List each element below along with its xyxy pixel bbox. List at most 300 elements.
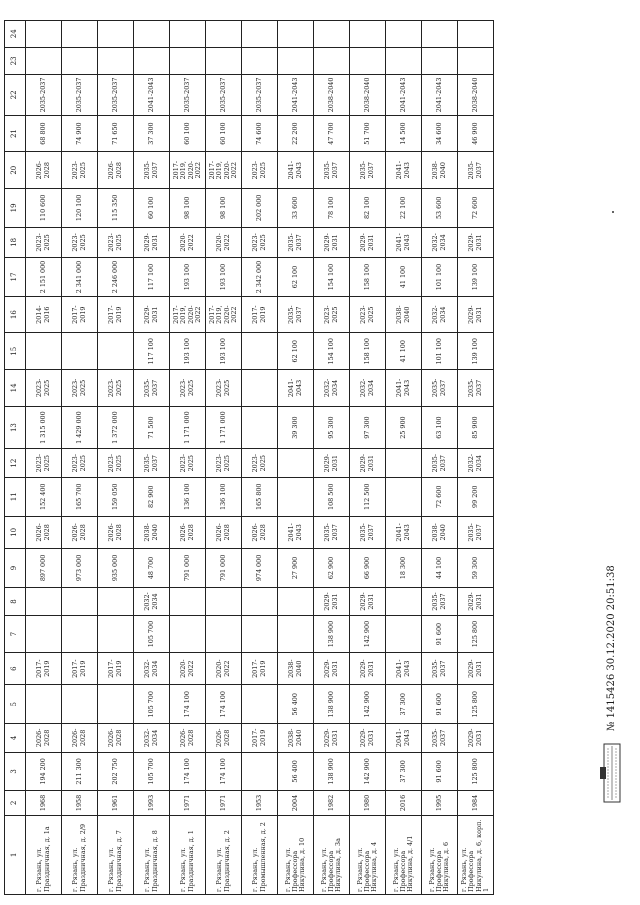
table-cell: 2038-2040 bbox=[422, 516, 458, 549]
table-cell: 2035-2037 bbox=[350, 516, 386, 549]
table-row bbox=[314, 21, 350, 895]
table-cell: 2029-2031 bbox=[134, 227, 170, 258]
table-cell: 1971 bbox=[170, 791, 206, 815]
table-cell: 71 650 bbox=[98, 115, 134, 152]
table-cell: 56 400 bbox=[278, 752, 314, 791]
table-cell: 1968 bbox=[26, 791, 62, 815]
table-cell bbox=[170, 616, 206, 653]
table-cell: 2026-2028 bbox=[26, 724, 62, 752]
table-cell: 34 600 bbox=[422, 115, 458, 152]
table-cell: 1971 bbox=[206, 791, 242, 815]
table-cell: 2032-2034 bbox=[134, 587, 170, 615]
stamp-icon bbox=[600, 743, 622, 803]
table-cell: 2026-2028 bbox=[206, 724, 242, 752]
table-cell: 2035-2037 bbox=[422, 587, 458, 615]
column-header: 7 bbox=[5, 616, 26, 653]
column-header: 22 bbox=[5, 75, 26, 116]
table-cell: 51 700 bbox=[350, 115, 386, 152]
column-header: 13 bbox=[5, 406, 26, 449]
table-cell bbox=[98, 685, 134, 724]
table-cell: 142 900 bbox=[350, 616, 386, 653]
table-cell: 2026-2028 bbox=[206, 516, 242, 549]
table-cell: 48 700 bbox=[134, 549, 170, 588]
table-cell: 2032-2034 bbox=[422, 296, 458, 333]
table-cell: 2026-2028 bbox=[98, 516, 134, 549]
table-row bbox=[242, 21, 278, 895]
table-cell bbox=[62, 616, 98, 653]
table-cell: 2023-2025 bbox=[62, 449, 98, 477]
table-cell: 2026-2028 bbox=[26, 516, 62, 549]
table-cell: 53 600 bbox=[422, 189, 458, 228]
table-cell: 2023-2025 bbox=[26, 370, 62, 407]
table-cell: 2029-2031 bbox=[350, 449, 386, 477]
column-header: 3 bbox=[5, 752, 26, 791]
table-cell: 85 900 bbox=[458, 406, 494, 449]
table-cell: 1 171 000 bbox=[206, 406, 242, 449]
address-cell: г. Рязань, ул. Праздничная, д. 2/9 bbox=[62, 815, 98, 894]
table-cell: 139 100 bbox=[458, 258, 494, 297]
table-cell: 193 100 bbox=[206, 258, 242, 297]
table-cell: 2026-2028 bbox=[62, 724, 98, 752]
table-cell: 1982 bbox=[314, 791, 350, 815]
table-cell: 2020-2022 bbox=[206, 652, 242, 685]
table-cell: 72 600 bbox=[458, 189, 494, 228]
table-cell: 158 100 bbox=[350, 258, 386, 297]
table-cell bbox=[26, 47, 62, 74]
table-cell: 2023-2025 bbox=[206, 370, 242, 407]
table-cell: 2035-2037 bbox=[278, 296, 314, 333]
table-cell bbox=[134, 47, 170, 74]
table-cell: 1 315 000 bbox=[26, 406, 62, 449]
address-cell: г. Рязань, ул. Праздничная, д. 8 bbox=[134, 815, 170, 894]
table-cell: 2032-2034 bbox=[134, 724, 170, 752]
table-row bbox=[62, 21, 98, 895]
table-cell: 2026-2028 bbox=[26, 152, 62, 189]
table-cell: 2035-2037 bbox=[170, 75, 206, 116]
table-cell bbox=[242, 752, 278, 791]
table-cell: 78 100 bbox=[314, 189, 350, 228]
table-cell bbox=[350, 21, 386, 48]
table-cell: 112 500 bbox=[350, 477, 386, 516]
signature-line: № 1415426 30.12.2020 20:51:38 bbox=[606, 565, 617, 731]
table-cell: 2035-2037 bbox=[206, 75, 242, 116]
table-cell: 897 000 bbox=[26, 549, 62, 588]
table-cell bbox=[242, 21, 278, 48]
table-cell: 108 500 bbox=[314, 477, 350, 516]
column-header: 9 bbox=[5, 549, 26, 588]
table-cell: 2017-2019 bbox=[242, 652, 278, 685]
table-cell: 2035-2037 bbox=[98, 75, 134, 116]
table-cell bbox=[386, 477, 422, 516]
table-cell: 2041-2043 bbox=[386, 724, 422, 752]
table-cell: 2017-2019 bbox=[242, 296, 278, 333]
table-cell: 27 900 bbox=[278, 549, 314, 588]
table-cell: 74 900 bbox=[62, 115, 98, 152]
table-cell: 2035-2037 bbox=[422, 724, 458, 752]
table-cell: 2035-2037 bbox=[26, 75, 62, 116]
table-cell: 1984 bbox=[458, 791, 494, 815]
table-cell: 1961 bbox=[98, 791, 134, 815]
table-cell: 72 600 bbox=[422, 477, 458, 516]
table-cell: 2 342 000 bbox=[242, 258, 278, 297]
table-cell: 2023-2025 bbox=[26, 227, 62, 258]
table-row bbox=[206, 21, 242, 895]
table-cell bbox=[98, 47, 134, 74]
table-cell: 2029-2031 bbox=[314, 652, 350, 685]
table-cell: 193 100 bbox=[206, 333, 242, 370]
table-cell bbox=[350, 47, 386, 74]
table-cell: 62 100 bbox=[278, 333, 314, 370]
table-cell: 2035-2037 bbox=[422, 370, 458, 407]
column-header: 2 bbox=[5, 791, 26, 815]
table-cell: 2020-2022 bbox=[206, 227, 242, 258]
table-cell: 2029-2031 bbox=[350, 227, 386, 258]
table-cell: 2026-2028 bbox=[98, 724, 134, 752]
table-cell: 2029-2031 bbox=[350, 587, 386, 615]
table-cell: 2023-2025 bbox=[98, 449, 134, 477]
table-cell: 2017-2019 bbox=[98, 296, 134, 333]
table-cell: 1980 bbox=[350, 791, 386, 815]
table-cell bbox=[314, 47, 350, 74]
table-cell: 2038-2040 bbox=[386, 296, 422, 333]
table-cell: 2029-2031 bbox=[350, 652, 386, 685]
table-cell: 2038-2040 bbox=[422, 152, 458, 189]
table-cell bbox=[242, 616, 278, 653]
table-cell: 62 900 bbox=[314, 549, 350, 588]
table-cell: 105 700 bbox=[134, 685, 170, 724]
table-cell: 2041-2043 bbox=[278, 75, 314, 116]
table-cell: 2017-2019, 2020-2022 bbox=[206, 296, 242, 333]
header-row bbox=[5, 21, 26, 895]
table-cell bbox=[278, 449, 314, 477]
table-cell: 2041-2043 bbox=[386, 652, 422, 685]
table-cell bbox=[242, 587, 278, 615]
table-cell bbox=[386, 47, 422, 74]
table-cell: 105 700 bbox=[134, 752, 170, 791]
table-cell: 2023-2025 bbox=[170, 449, 206, 477]
table-cell: 2023-2025 bbox=[62, 370, 98, 407]
table-cell bbox=[26, 685, 62, 724]
table-cell: 202 750 bbox=[98, 752, 134, 791]
table-cell bbox=[386, 587, 422, 615]
table-cell bbox=[242, 406, 278, 449]
table-cell bbox=[62, 333, 98, 370]
table-row bbox=[170, 21, 206, 895]
table-cell: 2023-2025 bbox=[206, 449, 242, 477]
table-cell: 37 300 bbox=[134, 115, 170, 152]
table-cell: 56 400 bbox=[278, 685, 314, 724]
table-cell: 22 200 bbox=[278, 115, 314, 152]
table-cell: 2038-2040 bbox=[350, 75, 386, 116]
table-cell: 2035-2037 bbox=[458, 516, 494, 549]
table-cell bbox=[422, 47, 458, 74]
table-cell bbox=[278, 477, 314, 516]
table-cell: 2035-2037 bbox=[62, 75, 98, 116]
table-cell: 2029-2031 bbox=[458, 227, 494, 258]
table-cell bbox=[278, 616, 314, 653]
table-cell: 2023-2025 bbox=[242, 152, 278, 189]
table-cell: 2016 bbox=[386, 791, 422, 815]
table-cell: 59 300 bbox=[458, 549, 494, 588]
table-cell: 37 300 bbox=[386, 685, 422, 724]
table-cell: 165 700 bbox=[62, 477, 98, 516]
table-cell bbox=[26, 616, 62, 653]
table-cell: 2041-2043 bbox=[134, 75, 170, 116]
address-cell: г. Рязань, ул. Профессора Никулина, д. 4/1 bbox=[386, 815, 422, 894]
table-cell: 165 800 bbox=[242, 477, 278, 516]
table-cell: 2032-2034 bbox=[458, 449, 494, 477]
table-cell: 138 900 bbox=[314, 616, 350, 653]
table-cell: 47 700 bbox=[314, 115, 350, 152]
table-cell: 159 050 bbox=[98, 477, 134, 516]
table-cell: 60 100 bbox=[134, 189, 170, 228]
table-cell: 2026-2028 bbox=[242, 516, 278, 549]
address-cell: г. Рязань, ул. Праздничная, д. 2 bbox=[206, 815, 242, 894]
table-cell: 2038-2040 bbox=[278, 724, 314, 752]
table-cell: 115 350 bbox=[98, 189, 134, 228]
table-cell: 2 151 000 bbox=[26, 258, 62, 297]
table-cell bbox=[26, 587, 62, 615]
table-cell: 2038-2040 bbox=[278, 652, 314, 685]
table-body bbox=[26, 21, 494, 895]
table-cell: 2023-2025 bbox=[242, 227, 278, 258]
table-row bbox=[278, 21, 314, 895]
column-header: 18 bbox=[5, 227, 26, 258]
table-cell: 2035-2037 bbox=[350, 152, 386, 189]
table-cell: 2029-2031 bbox=[458, 587, 494, 615]
table-cell: 2017-2019 bbox=[62, 652, 98, 685]
table-cell: 2017-2019, 2020-2022 bbox=[170, 296, 206, 333]
table-cell: 39 300 bbox=[278, 406, 314, 449]
table-cell: 110 600 bbox=[26, 189, 62, 228]
table-cell bbox=[62, 685, 98, 724]
table-cell bbox=[278, 587, 314, 615]
table-cell: 91 600 bbox=[422, 752, 458, 791]
table-cell: 2035-2037 bbox=[134, 152, 170, 189]
table-cell: 2029-2031 bbox=[350, 724, 386, 752]
table-cell: 193 100 bbox=[170, 333, 206, 370]
table-cell: 174 100 bbox=[206, 752, 242, 791]
table-cell: 2023-2025 bbox=[62, 152, 98, 189]
address-cell: г. Рязань, ул. Профессора Никулина, д. 10 bbox=[278, 815, 314, 894]
table-cell: 41 100 bbox=[386, 258, 422, 297]
table-cell bbox=[242, 685, 278, 724]
table-cell: 142 900 bbox=[350, 752, 386, 791]
address-cell: г. Рязань, ул. Праздничная, д. 7 bbox=[98, 815, 134, 894]
table-cell: 139 100 bbox=[458, 333, 494, 370]
address-cell: г. Рязань, ул. Профессора Никулина, д. 3а bbox=[314, 815, 350, 894]
table-cell: 117 100 bbox=[134, 258, 170, 297]
table-cell: 211 300 bbox=[62, 752, 98, 791]
table-cell: 2041-2043 bbox=[278, 370, 314, 407]
table-cell: 2017-2019 bbox=[26, 652, 62, 685]
table-cell: 41 100 bbox=[386, 333, 422, 370]
table-cell: 2023-2025 bbox=[314, 296, 350, 333]
table-cell bbox=[26, 333, 62, 370]
table-cell: 2029-2031 bbox=[134, 296, 170, 333]
column-header: 15 bbox=[5, 333, 26, 370]
table-cell: 2035-2037 bbox=[314, 516, 350, 549]
table-cell: 91 600 bbox=[422, 616, 458, 653]
table-cell: 136 100 bbox=[170, 477, 206, 516]
table-cell: 2035-2037 bbox=[314, 152, 350, 189]
table-cell: 152 400 bbox=[26, 477, 62, 516]
table-cell bbox=[458, 21, 494, 48]
table-cell bbox=[386, 616, 422, 653]
table-cell: 2035-2037 bbox=[134, 449, 170, 477]
table-cell: 2023-2025 bbox=[170, 370, 206, 407]
table-cell bbox=[98, 333, 134, 370]
table-cell: 2038-2040 bbox=[458, 75, 494, 116]
table-cell: 2023-2025 bbox=[62, 227, 98, 258]
table-cell: 174 100 bbox=[206, 685, 242, 724]
address-cell: г. Рязань, ул. Праздничная, д. 1 bbox=[170, 815, 206, 894]
table-cell: 2023-2025 bbox=[98, 227, 134, 258]
table-cell bbox=[62, 21, 98, 48]
table-cell: 1995 bbox=[422, 791, 458, 815]
table-cell: 2041-2043 bbox=[386, 75, 422, 116]
table-cell: 2041-2043 bbox=[386, 370, 422, 407]
table-cell: 138 900 bbox=[314, 685, 350, 724]
table-cell: 2017-2019, 2020-2022 bbox=[206, 152, 242, 189]
table-cell: 97 300 bbox=[350, 406, 386, 449]
table-cell: 71 500 bbox=[134, 406, 170, 449]
table-row bbox=[350, 21, 386, 895]
table-cell bbox=[242, 47, 278, 74]
speck bbox=[612, 211, 614, 213]
table-cell bbox=[386, 449, 422, 477]
table-cell: 138 900 bbox=[314, 752, 350, 791]
column-header: 24 bbox=[5, 21, 26, 48]
table-cell: 791 000 bbox=[170, 549, 206, 588]
table-cell: 82 900 bbox=[134, 477, 170, 516]
table-cell: 66 900 bbox=[350, 549, 386, 588]
table-cell: 60 100 bbox=[206, 115, 242, 152]
column-header: 5 bbox=[5, 685, 26, 724]
column-header: 20 bbox=[5, 152, 26, 189]
table-cell: 33 600 bbox=[278, 189, 314, 228]
table-cell: 46 900 bbox=[458, 115, 494, 152]
table-cell: 120 100 bbox=[62, 189, 98, 228]
table-cell: 2 341 000 bbox=[62, 258, 98, 297]
table-cell: 44 100 bbox=[422, 549, 458, 588]
table-cell: 2032-2034 bbox=[134, 652, 170, 685]
table-cell bbox=[458, 47, 494, 74]
table-cell: 60 100 bbox=[170, 115, 206, 152]
table-cell: 973 000 bbox=[62, 549, 98, 588]
table-cell: 2041-2043 bbox=[278, 152, 314, 189]
table-cell: 1 171 000 bbox=[170, 406, 206, 449]
column-header: 1 bbox=[5, 815, 26, 894]
table-cell bbox=[314, 21, 350, 48]
address-cell: г. Рязань, ул. Профессора Никулина, д. 4 bbox=[350, 815, 386, 894]
table-cell bbox=[242, 333, 278, 370]
table-cell: 158 100 bbox=[350, 333, 386, 370]
table-cell: 125 800 bbox=[458, 685, 494, 724]
table-cell bbox=[386, 21, 422, 48]
table-cell: 2026-2028 bbox=[170, 724, 206, 752]
table-cell: 154 100 bbox=[314, 333, 350, 370]
table-cell: 2041-2043 bbox=[278, 516, 314, 549]
table-cell: 91 600 bbox=[422, 685, 458, 724]
table-cell bbox=[206, 587, 242, 615]
table-cell: 125 800 bbox=[458, 752, 494, 791]
table-cell bbox=[278, 47, 314, 74]
table-cell: 2017-2019 bbox=[62, 296, 98, 333]
table-cell bbox=[422, 21, 458, 48]
table-cell: 2023-2025 bbox=[26, 449, 62, 477]
table-cell: 98 100 bbox=[170, 189, 206, 228]
table-cell: 25 900 bbox=[386, 406, 422, 449]
table-cell: 95 300 bbox=[314, 406, 350, 449]
table-cell: 101 100 bbox=[422, 333, 458, 370]
table-cell: 105 700 bbox=[134, 616, 170, 653]
table-cell: 98 100 bbox=[206, 189, 242, 228]
table-cell: 2026-2028 bbox=[62, 516, 98, 549]
address-cell: г. Рязань, ул. Профессора Никулина, д. 6 bbox=[422, 815, 458, 894]
table-cell: 2020-2022 bbox=[170, 652, 206, 685]
column-header: 11 bbox=[5, 477, 26, 516]
table-cell: 2041-2043 bbox=[422, 75, 458, 116]
table-cell: 101 100 bbox=[422, 258, 458, 297]
table-cell: 136 100 bbox=[206, 477, 242, 516]
table-cell: 82 100 bbox=[350, 189, 386, 228]
column-header: 6 bbox=[5, 652, 26, 685]
register-table bbox=[4, 20, 494, 895]
table-cell bbox=[26, 21, 62, 48]
table-row bbox=[134, 21, 170, 895]
table-cell: 2023-2025 bbox=[242, 449, 278, 477]
address-cell: г. Рязань, ул. Промышленная, д. 2 bbox=[242, 815, 278, 894]
table-cell: 22 100 bbox=[386, 189, 422, 228]
table-cell: 2029-2031 bbox=[314, 587, 350, 615]
table-row bbox=[386, 21, 422, 895]
table-cell: 18 300 bbox=[386, 549, 422, 588]
column-header: 21 bbox=[5, 115, 26, 152]
table-cell: 2023-2025 bbox=[98, 370, 134, 407]
table-cell: 2023-2025 bbox=[350, 296, 386, 333]
address-cell: г. Рязань, ул. Праздничная, д. 1а bbox=[26, 815, 62, 894]
table-cell bbox=[62, 587, 98, 615]
table-cell: 2041-2043 bbox=[386, 227, 422, 258]
table-cell: 935 000 bbox=[98, 549, 134, 588]
table-cell: 2026-2028 bbox=[170, 516, 206, 549]
column-header: 23 bbox=[5, 47, 26, 74]
table-cell: 99 200 bbox=[458, 477, 494, 516]
table-cell bbox=[98, 616, 134, 653]
table-cell bbox=[98, 587, 134, 615]
column-header: 16 bbox=[5, 296, 26, 333]
table-cell: 2017-2019 bbox=[242, 724, 278, 752]
table-cell: 2004 bbox=[278, 791, 314, 815]
table-cell: 117 100 bbox=[134, 333, 170, 370]
table-cell: 62 100 bbox=[278, 258, 314, 297]
table-cell: 1993 bbox=[134, 791, 170, 815]
table-cell: 2 246 000 bbox=[98, 258, 134, 297]
table-cell: 2029-2031 bbox=[458, 652, 494, 685]
column-header: 14 bbox=[5, 370, 26, 407]
table-row bbox=[26, 21, 62, 895]
table-cell bbox=[170, 587, 206, 615]
table-cell: 37 300 bbox=[386, 752, 422, 791]
table-cell: 2038-2040 bbox=[134, 516, 170, 549]
table-cell: 202 000 bbox=[242, 189, 278, 228]
column-header: 10 bbox=[5, 516, 26, 549]
table-cell bbox=[170, 47, 206, 74]
table-cell: 2035-2037 bbox=[422, 652, 458, 685]
table-cell: 2035-2037 bbox=[242, 75, 278, 116]
table-cell bbox=[206, 616, 242, 653]
